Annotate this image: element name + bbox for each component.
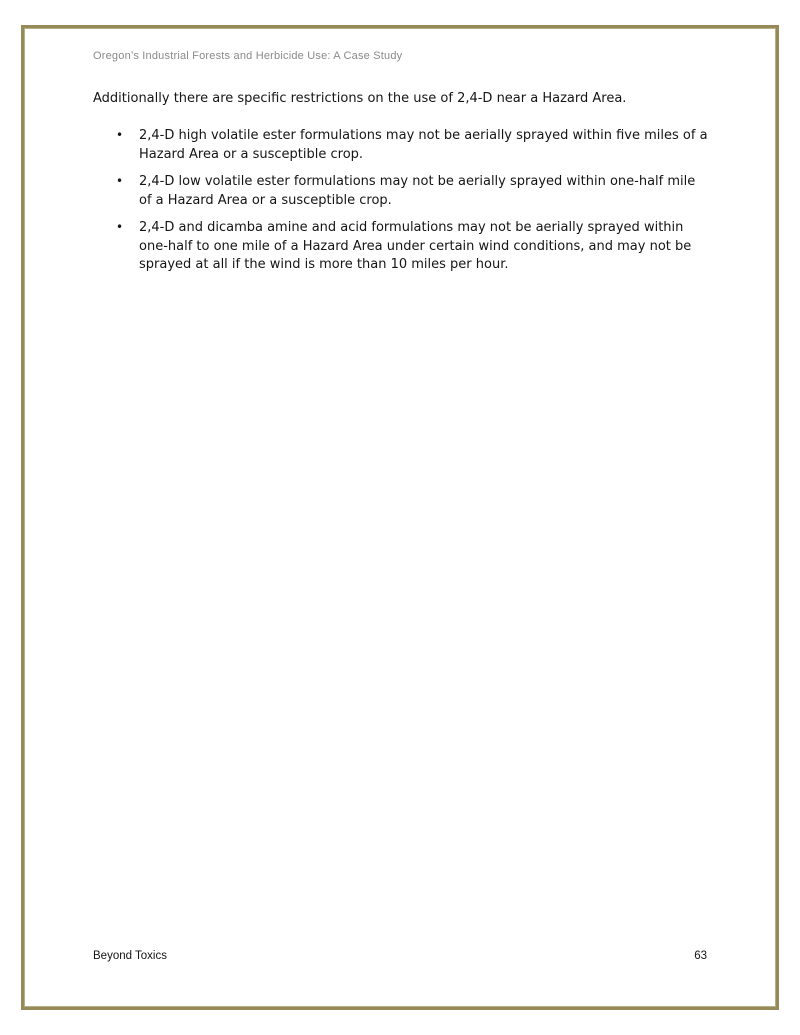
intro-paragraph: Additionally there are specific restrictions on the use of 2,4-D near a Hazard Area. <box>93 91 627 106</box>
list-item <box>93 173 709 210</box>
bullet-marker: • <box>116 174 124 188</box>
restrictions-bullet-list <box>93 127 709 284</box>
running-header: Oregon’s Industrial Forests and Herbicide Use: A Case Study <box>93 50 403 62</box>
bullet-marker: • <box>116 220 124 234</box>
bullet-marker: • <box>116 128 124 142</box>
list-item-text: 2,4-D high volatile ester formulations may not be aerially sprayed within five miles of a Hazard Area or a susceptible crop. <box>139 128 708 162</box>
list-item-text: 2,4-D and dicamba amine and acid formulations may not be aerially sprayed within one-half to one mile of a Hazard Area under certain wind conditions, and may not be sprayed at all if the wind is more than 10 miles per hour. <box>139 220 692 272</box>
list-item-text: 2,4-D low volatile ester formulations may not be aerially sprayed within one-half mile of a Hazard Area or a susceptible crop. <box>139 174 696 208</box>
footer-document-title: Beyond Toxics <box>93 950 167 962</box>
footer-page-number: 63 <box>694 950 707 962</box>
list-item <box>93 127 709 164</box>
list-item <box>93 219 709 275</box>
